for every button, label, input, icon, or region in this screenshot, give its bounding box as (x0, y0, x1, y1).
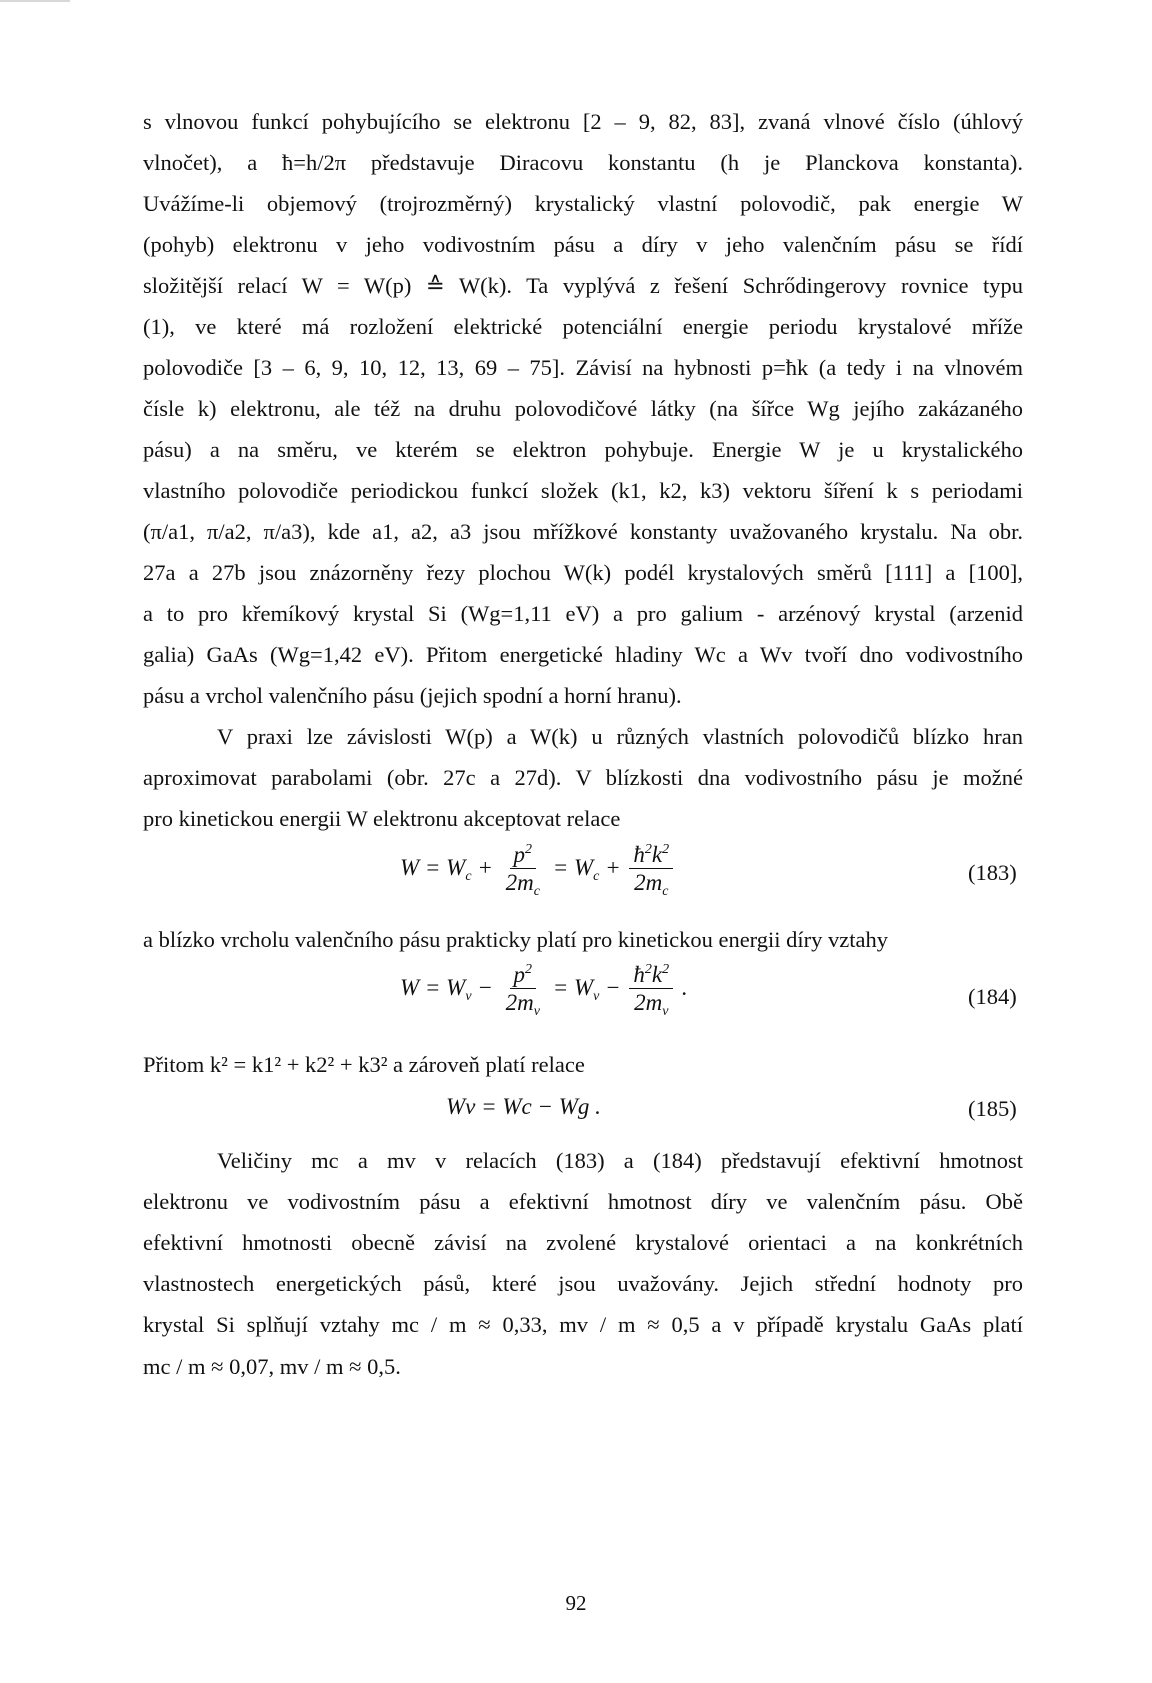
page-number: 92 (565, 1591, 587, 1615)
paragraph-line: pásu a vrchol valenčního pásu (jejich spodní a horní hranu). (143, 683, 682, 708)
equation-184 (0, 958, 1152, 1038)
paragraph-line: (1), ve které má rozložení elektrické potenciální energie periodu krystalové mříže (143, 314, 1023, 339)
equation-185 (0, 1090, 1152, 1130)
paragraph-line: a blízko vrcholu valenčního pásu prakticky platí pro kinetickou energii díry vztahy (143, 927, 888, 952)
paragraph-line: pásu) a na směru, ve kterém se elektron pohybuje. Energie W je u krystalického (143, 437, 1023, 462)
equation-number: (185) (968, 1096, 1017, 1121)
paragraph-line: a to pro křemíkový krystal Si (Wg=1,11 eV) a pro galium - arzénový krystal (arzenid (143, 601, 1023, 626)
paragraph-line: s vlnovou funkcí pohybujícího se elektronu [2 – 9, 82, 83], zvaná vlnové číslo (úhlový (143, 109, 1023, 134)
paragraph-line: pro kinetickou energii W elektronu akceptovat relace (143, 806, 621, 831)
paragraph-line: Veličiny mc a mv v relacích (183) a (184) představují efektivní hmotnost (217, 1148, 1023, 1173)
paragraph-line: efektivní hmotnosti obecně závisí na zvolené krystalové orientaci a na konkrétních (143, 1230, 1023, 1255)
equation-184-body: $W = W_v$ − $\frac{p^2}{2m_v}$ = $W_v$ − $\frac{ħ^2k^2}{2m_v}$ . (400, 962, 688, 1019)
paragraph-line: aproximovat parabolami (obr. 27c a 27d). V blízkosti dna vodivostního pásu je možné (143, 765, 1023, 790)
paragraph-line: (pohyb) elektronu v jeho vodivostním pásu a díry v jeho valenčním pásu se řídí (143, 232, 1023, 257)
equation-183 (0, 838, 1152, 918)
paragraph-line: polovodiče [3 – 6, 9, 10, 12, 13, 69 – 75]. Závisí na hybnosti p=ħk (a tedy i na vlnovém (143, 355, 1023, 380)
paragraph-line: 27a a 27b jsou znázorněny řezy plochou W(k) podél krystalových směrů [111] a [100], (143, 560, 1023, 585)
paragraph-line: krystal Si splňují vztahy mc / m ≈ 0,33, mv / m ≈ 0,5 a v případě krystalu GaAs platí (143, 1312, 1023, 1337)
equation-183-body: $W = W_c$ + $\frac{p^2}{2m_c}$ = $W_c$ + $\frac{ħ^2k^2}{2m_c}$ (400, 842, 676, 897)
paragraph-line: (π/a1, π/a2, π/a3), kde a1, a2, a3 jsou mřížkové konstanty uvažovaného krystalu. Na obr. (143, 519, 1023, 544)
paragraph-line: vlastního polovodiče periodickou funkcí složek (k1, k2, k3) vektoru šíření k s periodami (143, 478, 1023, 503)
paragraph-line: vlastnostech energetických pásů, které jsou uvažovány. Jejich střední hodnoty pro (143, 1271, 1023, 1296)
paragraph-line: galia) GaAs (Wg=1,42 eV). Přitom energetické hladiny Wc a Wv tvoří dno vodivostního (143, 642, 1023, 667)
paragraph-line: složitější relací W = W(p) ≙ W(k). Ta vyplývá z řešení Schrődingerovy rovnice typu (143, 273, 1023, 298)
equation-number: (183) (968, 860, 1017, 885)
paragraph-line: Přitom k² = k1² + k2² + k3² a zároveň platí relace (143, 1052, 585, 1077)
paragraph-line: mc / m ≈ 0,07, mv / m ≈ 0,5. (143, 1354, 401, 1379)
equation-number: (184) (968, 984, 1017, 1009)
paragraph-line: vlnočet), a ħ=h/2π představuje Diracovu konstantu (h je Planckova konstanta). (143, 150, 1023, 175)
paragraph-line: čísle k) elektronu, ale též na druhu polovodičové látky (na šířce Wg jejího zakázaného (143, 396, 1023, 421)
equation-185-body: Wv = Wc − Wg . (446, 1094, 601, 1119)
scan-edge-mark (0, 0, 70, 2)
paragraph-line: Uvážíme-li objemový (trojrozměrný) krystalický vlastní polovodič, pak energie W (143, 191, 1023, 216)
paragraph-line: V praxi lze závislosti W(p) a W(k) u různých vlastních polovodičů blízko hran (217, 724, 1023, 749)
paragraph-line: elektronu ve vodivostním pásu a efektivní hmotnost díry ve valenčním pásu. Obě (143, 1189, 1023, 1214)
